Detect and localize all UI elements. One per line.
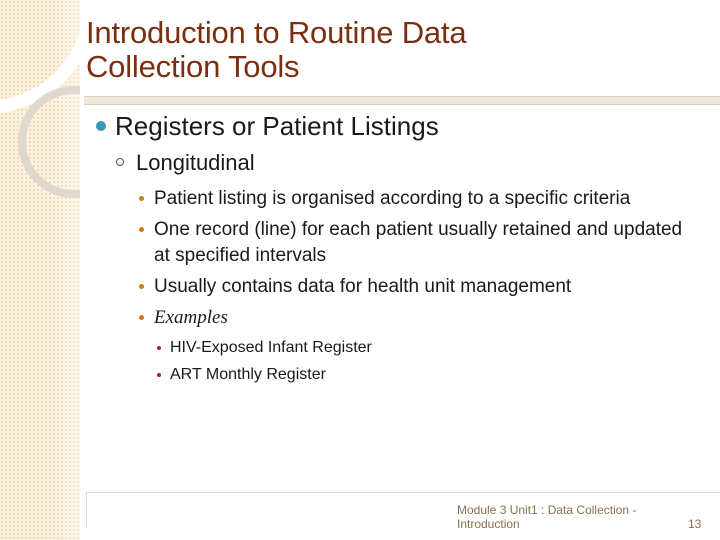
bullet-text: HIV-Exposed Infant Register xyxy=(170,339,372,356)
bullet-level3 xyxy=(90,217,700,269)
bullet-text: Longitudinal xyxy=(136,150,255,175)
bullet-level3 xyxy=(90,274,700,300)
bullet-text: Registers or Patient Listings xyxy=(115,111,439,141)
bullet-text: Examples xyxy=(154,307,228,328)
tiny-dot-bullet-icon xyxy=(157,346,161,350)
tiny-dot-bullet-icon xyxy=(157,373,161,377)
bullet-level1 xyxy=(90,110,700,142)
bullet-text: Patient listing is organised according to a specific criteria xyxy=(154,188,631,209)
footer-divider xyxy=(86,492,720,493)
bullet-dot-icon xyxy=(96,121,106,131)
bullet-level3 xyxy=(90,186,700,212)
hollow-circle-bullet-icon xyxy=(116,158,124,166)
footer-text: Module 3 Unit1 : Data Collection - Introduction xyxy=(457,503,637,531)
slide-title-line-2: Collection Tools xyxy=(86,49,300,84)
small-dot-bullet-icon xyxy=(139,315,144,320)
bullet-level4 xyxy=(90,364,700,386)
slide-title-line-1: Introduction to Routine Data xyxy=(86,15,467,50)
bullet-text: Usually contains data for health unit management xyxy=(154,276,572,297)
decorative-left-band xyxy=(0,0,80,540)
slide-title xyxy=(86,16,686,84)
small-dot-bullet-icon xyxy=(139,227,144,232)
bullet-text: One record (line) for each patient usually retained and updated at specified intervals xyxy=(154,219,683,266)
bullet-level4 xyxy=(90,337,700,359)
slide-body xyxy=(90,110,700,386)
slide-number: 13 xyxy=(688,517,702,531)
bullet-level3-examples xyxy=(90,305,700,331)
title-divider xyxy=(84,96,720,105)
bullet-level2 xyxy=(90,148,700,178)
small-dot-bullet-icon xyxy=(139,196,144,201)
small-dot-bullet-icon xyxy=(139,284,144,289)
footer-divider-tick xyxy=(86,492,87,528)
bullet-text: ART Monthly Register xyxy=(170,366,326,383)
